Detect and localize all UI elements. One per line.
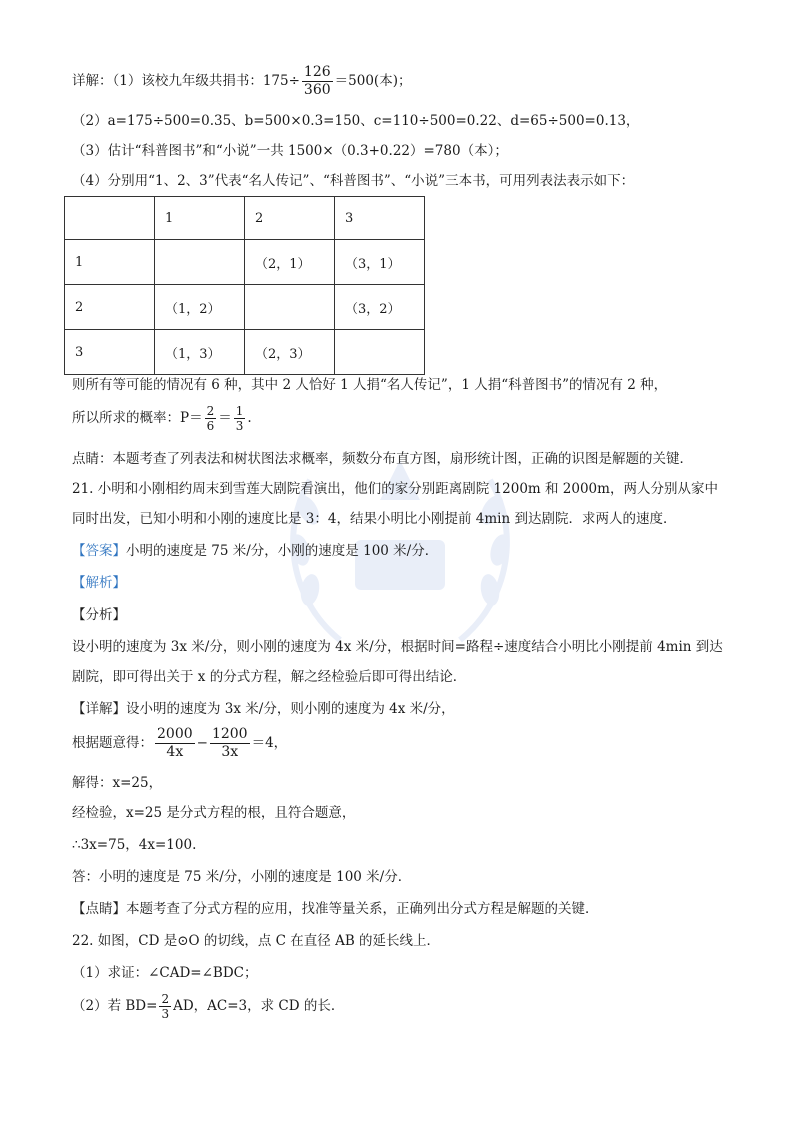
question-22-part-1: （1）求证：∠CAD=∠BDC； <box>72 965 258 981</box>
probability-line: 所以所求的概率：P＝ $\frac{2}{6}$ ＝ $\frac{1}{3}$ . <box>72 404 252 433</box>
question-21-line-2: 同时出发，已知小明和小刚的速度比是 3：4，结果小明比小刚提前 4min 到达剧院．求两人的速度． <box>72 511 677 527</box>
question-21-line-1: 21. 小明和小刚相约周末到雪莲大剧院看演出，他们的家分别距离剧院 1200m 和 2000m，两人分别从家中 <box>72 481 718 497</box>
fraction-126-360: $\frac{126}{360}$ <box>303 64 331 98</box>
detail-line-1: 【详解】设小明的速度为 3x 米/分，则小刚的速度为 4x 米/分， <box>72 701 455 717</box>
fraction-2-3: $\frac{2}{3}$ <box>161 992 170 1021</box>
solution-line-2: （2）a=175÷500=0.35、b=500×0.3=150、c=110÷500=0.22、d=65÷500=0.13， <box>72 113 640 129</box>
analysis-line-2: 剧院，即可得出关于 x 的分式方程，解之经检验后即可得出结论． <box>72 669 467 685</box>
remark-line: 【点睛】本题考查了分式方程的应用，找准等量关系，正确列出分式方程是解题的关键． <box>72 901 599 917</box>
answer-tag: 【答案】 <box>72 543 126 559</box>
analysis-line-1: 设小明的速度为 3x 米/分，则小刚的速度为 4x 米/分，根据时间=路程÷速度结合小明比小刚提前 4min 到达 <box>72 639 723 655</box>
question-22-line: 22. 如图，CD 是⊙O 的切线，点 C 在直径 AB 的延长线上． <box>72 933 441 949</box>
table-row: 2 （1，2） （3，2） <box>65 285 425 330</box>
comment-line: 点睛：本题考查了列表法和树状图法求概率，频数分布直方图，扇形统计图，正确的识图是解题的关键． <box>72 451 693 467</box>
answer-line: 【答案】小明的速度是 75 米/分，小刚的速度是 100 米/分． <box>72 543 439 559</box>
solution-line-1 <box>72 64 411 99</box>
solution-line-3: （3）估计“科普图书”和“小说”一共 1500×（0.3+0.22）=780（本）； <box>72 143 508 159</box>
fraction-2-6: $\frac{2}{6}$ <box>206 404 215 433</box>
outcome-table <box>64 196 425 375</box>
fraction-2000-4x: $\frac{2000}{4x}$ <box>157 726 193 760</box>
final-answer-line: 答：小明的速度是 75 米/分，小刚的速度是 100 米/分． <box>72 869 412 885</box>
question-22-part-2: （2）若 BD= $\frac{2}{3}$ AD，AC=3，求 CD 的长． <box>72 992 345 1021</box>
fraction-1-3: $\frac{1}{3}$ <box>235 404 244 433</box>
table-row: 1 2 3 <box>65 197 425 240</box>
analysis-tag: 【解析】 <box>72 575 126 591</box>
check-line: 经检验，x=25 是分式方程的根，且符合题意， <box>72 805 356 821</box>
solution-line-5: 则所有等可能的情况有 6 种，其中 2 人恰好 1 人捐“名人传记”，1 人捐“科普图书”的情况有 2 种， <box>72 377 668 393</box>
therefore-line: ∴3x=75，4x=100. <box>72 837 197 853</box>
table-row: 1 （2，1） （3，1） <box>65 240 425 285</box>
equation-line: 根据题意得： $\frac{2000}{4x}$ − $\frac{1200}{3x}$ ＝4， <box>72 726 288 760</box>
text: ＝500(本)； <box>334 73 412 89</box>
fraction-1200-3x: $\frac{1200}{3x}$ <box>211 726 248 760</box>
solve-line: 解得：x=25， <box>72 775 163 791</box>
section-analysis: 【分析】 <box>72 607 126 623</box>
solution-line-4: （4）分别用“1、2、3”代表“名人传记”、“科普图书”、“小说”三本书，可用列表法表示如下： <box>72 173 635 189</box>
table-row: 3 （1，3） （2，3） <box>65 330 425 375</box>
text: 详解：（1）该校九年级共捐书：175÷ <box>72 73 300 89</box>
